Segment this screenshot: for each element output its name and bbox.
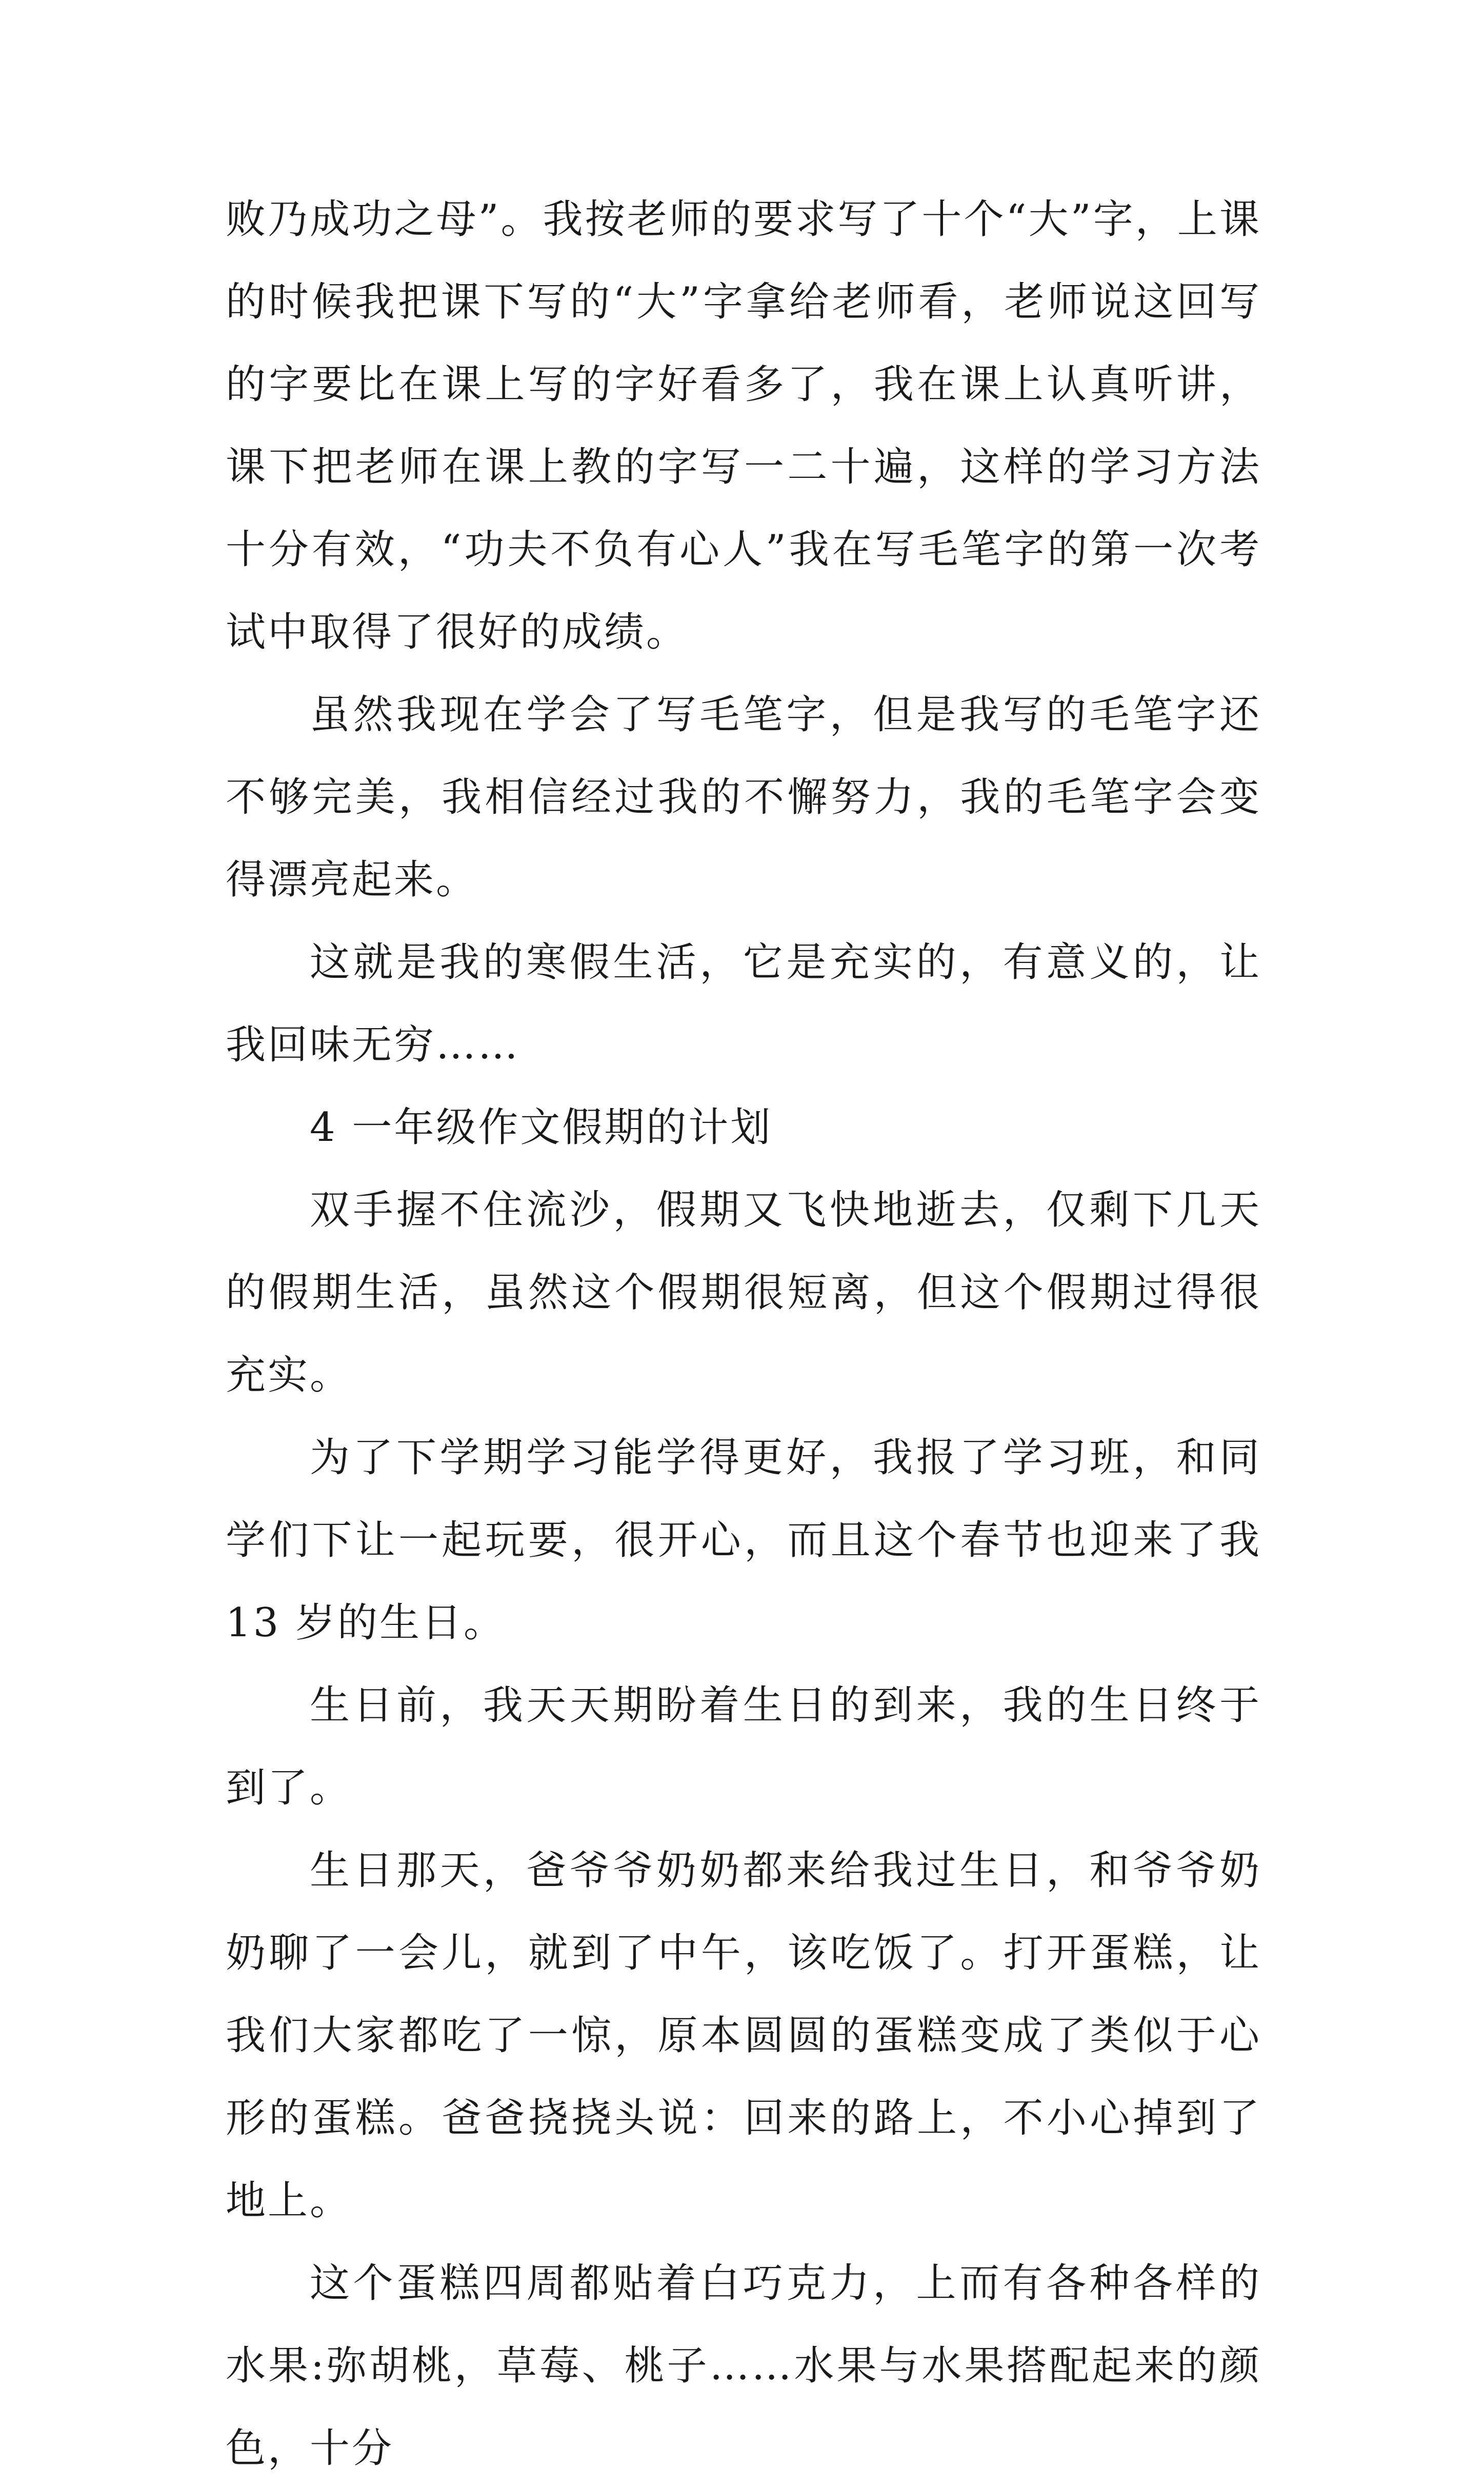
paragraph-9: 这个蛋糕四周都贴着白巧克力，上而有各种各样的水果:弥胡桃，草莓、桃子……水果与水果搭配起来的颜色，十分	[226, 2260, 1261, 2472]
paragraph-3: 这就是我的寒假生活，它是充实的，有意义的，让我回味无穷……	[226, 939, 1261, 1068]
paragraph-8: 生日那天，爸爷爷奶奶都来给我过生日，和爷爷奶奶聊了一会儿，就到了中午，该吃饭了。打开蛋糕，让我们大家都吃了一惊，原本圆圆的蛋糕变成了类似于心形的蛋糕。爸爸挠挠头说：回来的路上，不小心掉到了地上。	[226, 1848, 1261, 2224]
section-heading: 4 一年级作文假期的计划	[310, 1105, 773, 1151]
document-body	[226, 178, 1261, 2490]
paragraph-2: 虽然我现在学会了写毛笔字，但是我写的毛笔字还不够完美，我相信经过我的不懈努力，我的毛笔字会变得漂亮起来。	[226, 692, 1261, 903]
paragraph-1: 败乃成功之母”。我按老师的要求写了十个“大”字，上课的时候我把课下写的“大”字拿给老师看，老师说这回写的字要比在课上写的字好看多了，我在课上认真听讲，课下把老师在课上教的字写一二十遍，这样的学习方法十分有效，“功夫不负有心人”我在写毛笔字的第一次考试中取得了很好的成绩。	[226, 196, 1261, 655]
paragraph-5: 双手握不住流沙，假期又飞快地逝去，仅剩下几天的假期生活，虽然这个假期很短离，但这个假期过得很充实。	[226, 1187, 1261, 1398]
paragraph-7: 生日前，我天天期盼着生日的到来，我的生日终于到了。	[226, 1682, 1261, 1811]
paragraph-6: 为了下学期学习能学得更好，我报了学习班，和同学们下让一起玩要，很开心，而且这个春节也迎来了我 13 岁的生日。	[226, 1435, 1261, 1646]
